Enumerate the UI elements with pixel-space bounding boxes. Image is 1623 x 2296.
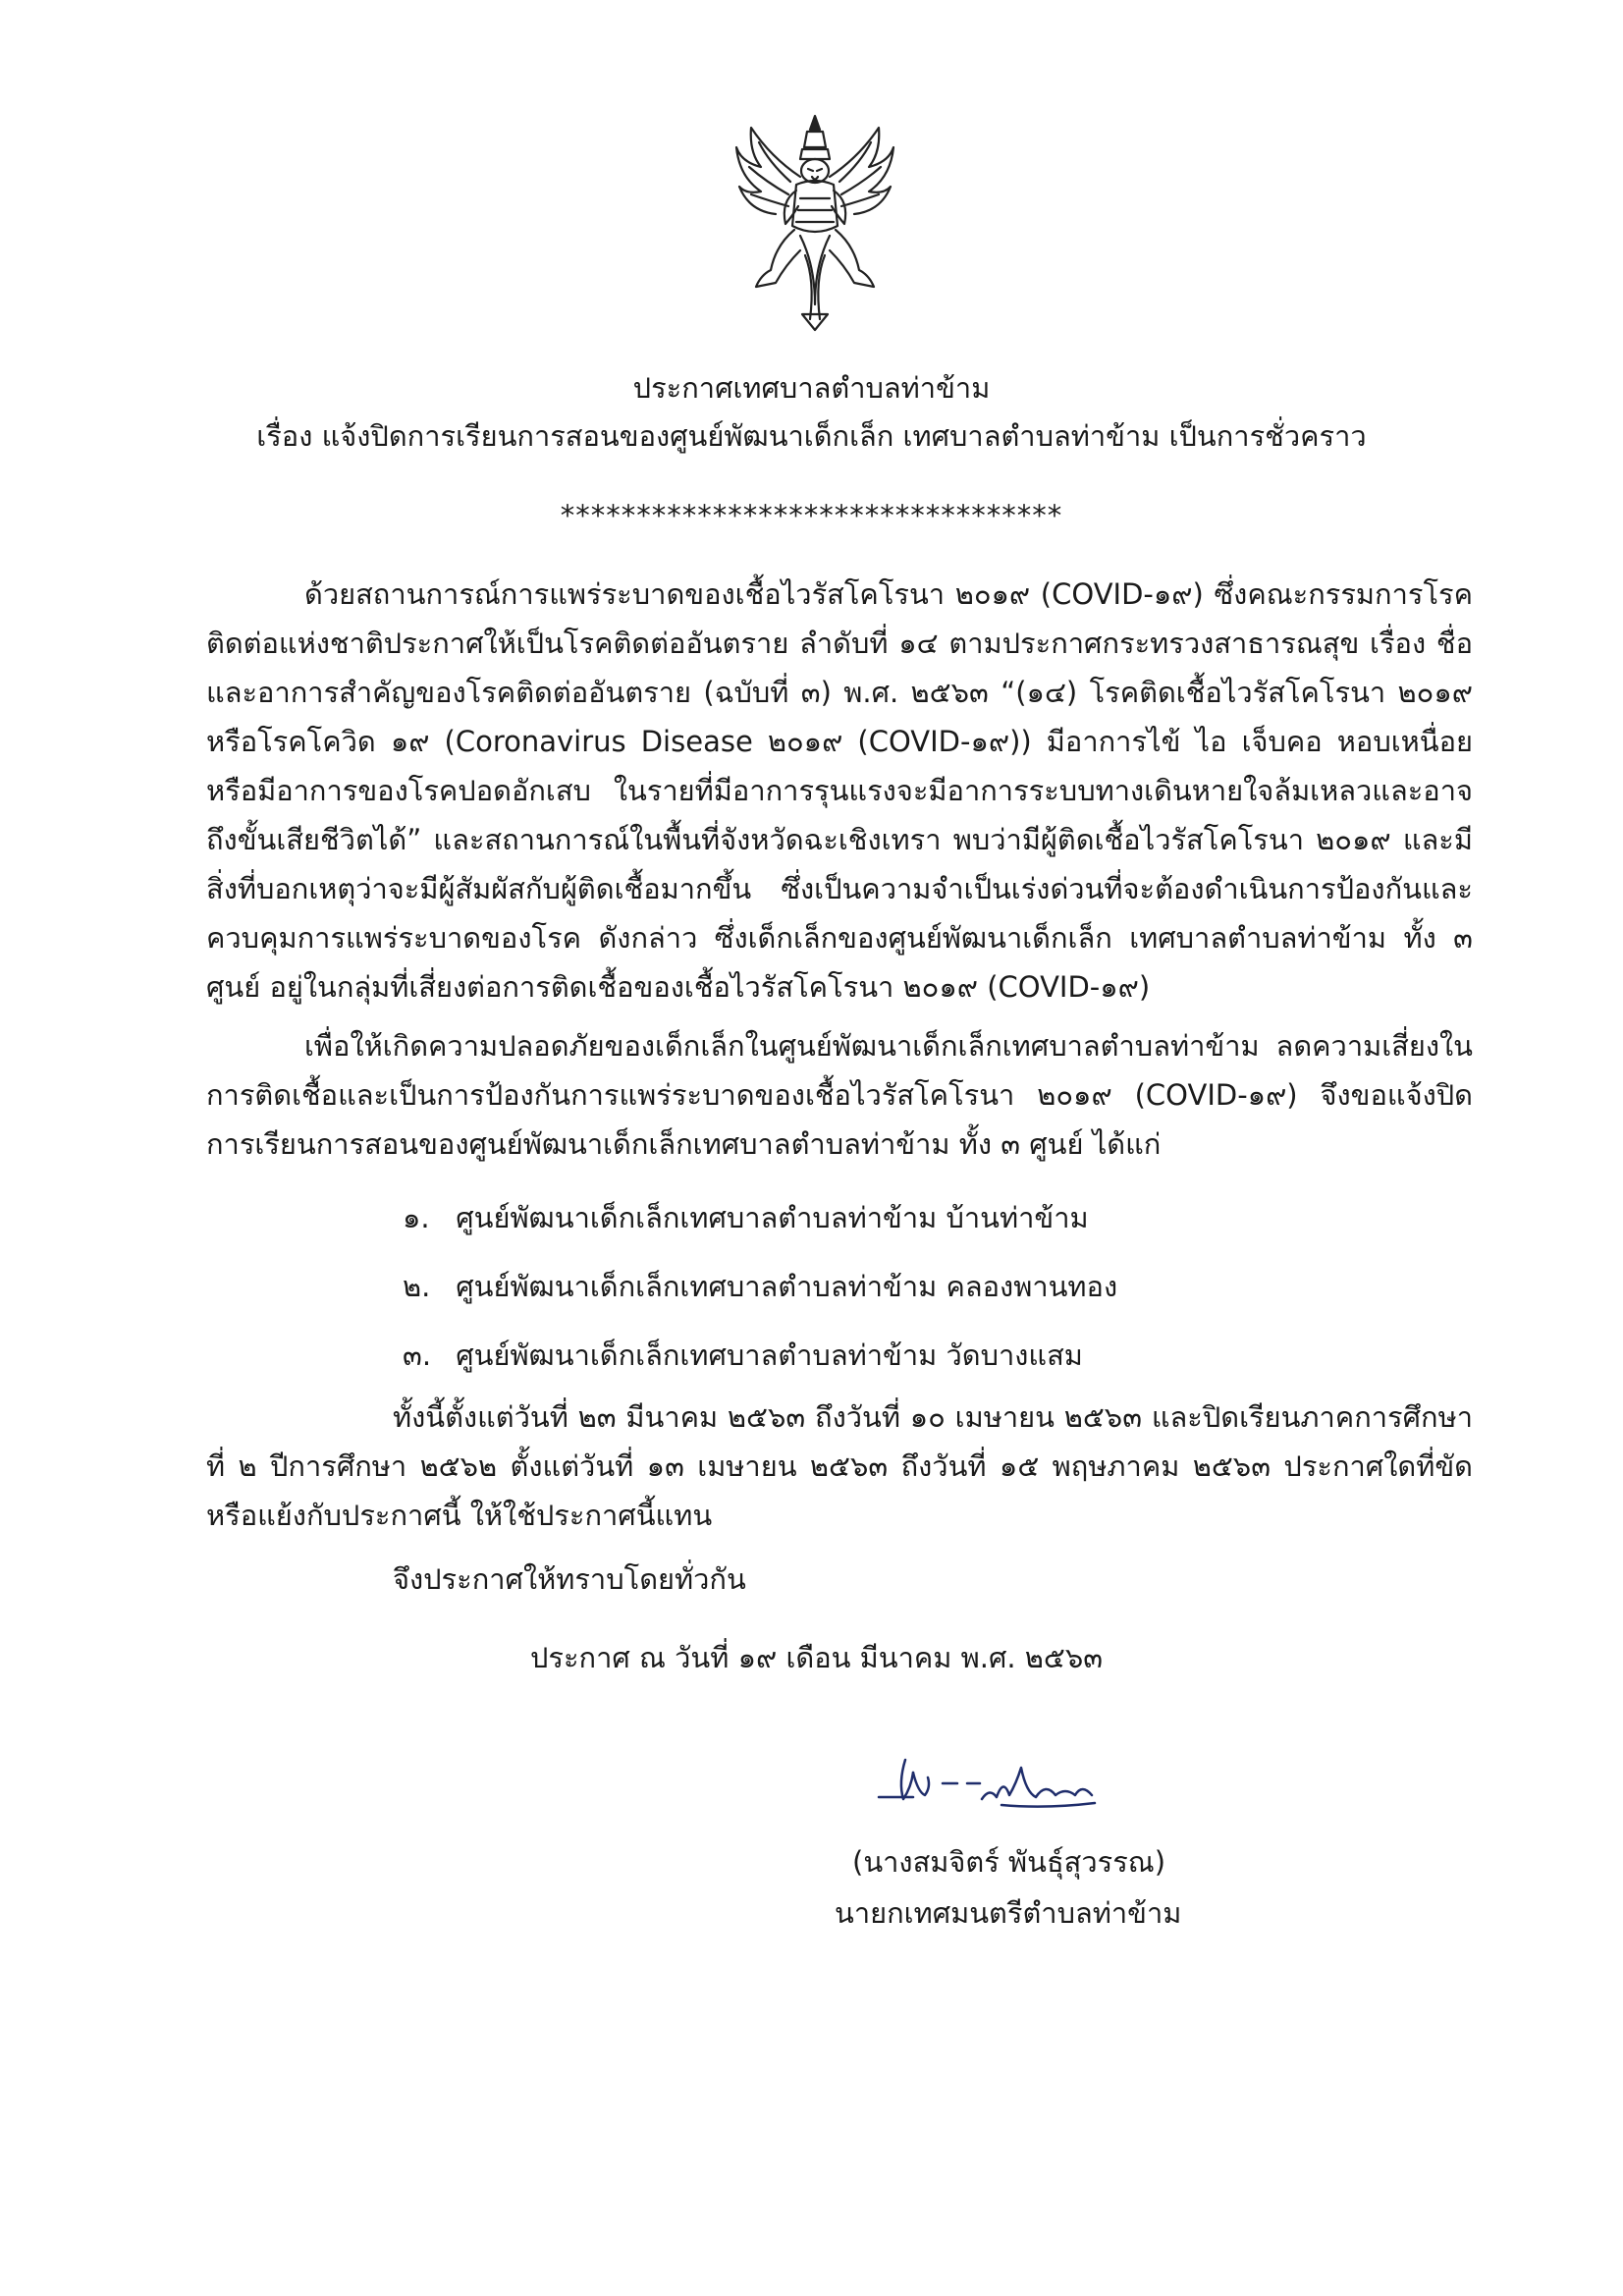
list-item [403, 1198, 1089, 1237]
garuda-emblem [731, 108, 898, 334]
signatory-position: นายกเทศมนตรีตำบลท่าข้าม [835, 1896, 1182, 1930]
announcement-title: ประกาศเทศบาลตำบลท่าข้าม [632, 371, 991, 405]
list-item [403, 1336, 1083, 1375]
paragraph-1: ด้วยสถานการณ์การแพร่ระบาดของเชื้อไวรัสโคโรนา ๒๐๑๙ (COVID-๑๙) ซึ่งคณะกรรมการโรคติดต่อแห่งชาติประกาศให้เป็นโรคติดต่ออันตราย ลำดับที่ ๑๔ ตามประกาศกระทรวงสาธารณสุข เรื่อง ชื่อและอาการสำคัญของโรคติดต่ออันตราย (ฉบับที่ ๓) พ.ศ. ๒๕๖๓ “(๑๔) โรคติดเชื้อไวรัสโคโรนา ๒๐๑๙ หรือโรคโควิด ๑๙ (Coronavirus Disease ๒๐๑๙ (COVID-๑๙)) มีอาการไข้ ไอ เจ็บคอ หอบเหนื่อย หรือมีอาการของโรคปอดอักเสบ ในรายที่มีอาการรุนแรงจะมีอาการระบบทางเดินหายใจล้มเหลวและอาจถึงขั้นเสียชีวิตได้” และสถานการณ์ในพื้นที่จังหวัดฉะเชิงเทรา พบว่ามีผู้ติดเชื้อไวรัสโคโรนา ๒๐๑๙ และมีสิ่งที่บอกเหตุว่าจะมีผู้สัมผัสกับผู้ติดเชื้อมากขึ้น ซึ่งเป็นความจำเป็นเร่งด่วนที่จะต้องดำเนินการป้องกันและควบคุมการแพร่ระบาดของโรค ดังกล่าว ซึ่งเด็กเล็กของศูนย์พัฒนาเด็กเล็ก เทศบาลตำบลท่าข้าม ทั้ง ๓ ศูนย์ อยู่ในกลุ่มที่เสี่ยงต่อการติดเชื้อของเชื้อไวรัสโคโรนา ๒๐๑๙ (COVID-๑๙) [206, 577, 1473, 1004]
date-line: ประกาศ ณ วันที่ ๑๙ เดือน มีนาคม พ.ศ. ๒๕๖๓ [530, 1641, 1104, 1674]
signatory-name: (นางสมจิตร์ พันธุ์สุวรรณ) [852, 1845, 1166, 1879]
list-item-number: ๒. [403, 1270, 431, 1303]
list-item-text: ศูนย์พัฒนาเด็กเล็กเทศบาลตำบลท่าข้าม วัดบางแสม [456, 1339, 1083, 1372]
paragraph-3: ทั้งนี้ตั้งแต่วันที่ ๒๓ มีนาคม ๒๕๖๓ ถึงวันที่ ๑๐ เมษายน ๒๕๖๓ และปิดเรียนภาคการศึกษาที่ ๒ ปีการศึกษา ๒๕๖๒ ตั้งแต่วันที่ ๑๓ เมษายน ๒๕๖๓ ถึงวันที่ ๑๕ พฤษภาคม ๒๕๖๓ ประกาศใดที่ขัดหรือแย้งกับประกาศนี้ ให้ใช้ประกาศนี้แทน [206, 1400, 1473, 1532]
separator-line: ********************************* [560, 499, 1063, 532]
list-item [403, 1267, 1117, 1306]
handwritten-signature [874, 1748, 1119, 1817]
paragraph-2: เพื่อให้เกิดความปลอดภัยของเด็กเล็กในศูนย์พัฒนาเด็กเล็กเทศบาลตำบลท่าข้าม ลดความเสี่ยงในการติดเชื้อและเป็นการป้องกันการแพร่ระบาดของเชื้อไวรัสโคโรนา ๒๐๑๙ (COVID-๑๙) จึงขอแจ้งปิดการเรียนการสอนของศูนย์พัฒนาเด็กเล็กเทศบาลตำบลท่าข้าม ทั้ง ๓ ศูนย์ ได้แก่ [206, 1029, 1473, 1161]
list-item-number: ๑. [403, 1201, 430, 1234]
list-item-text: ศูนย์พัฒนาเด็กเล็กเทศบาลตำบลท่าข้าม คลองพานทอง [456, 1270, 1118, 1303]
announcement-subject: เรื่อง แจ้งปิดการเรียนการสอนของศูนย์พัฒนาเด็กเล็ก เทศบาลตำบลท่าข้าม เป็นการชั่วคราว [256, 419, 1367, 453]
list-item-text: ศูนย์พัฒนาเด็กเล็กเทศบาลตำบลท่าข้าม บ้านท่าข้าม [456, 1201, 1089, 1234]
closing-line: จึงประกาศให้ทราบโดยทั่วกัน [393, 1562, 746, 1596]
list-item-number: ๓. [403, 1339, 432, 1372]
